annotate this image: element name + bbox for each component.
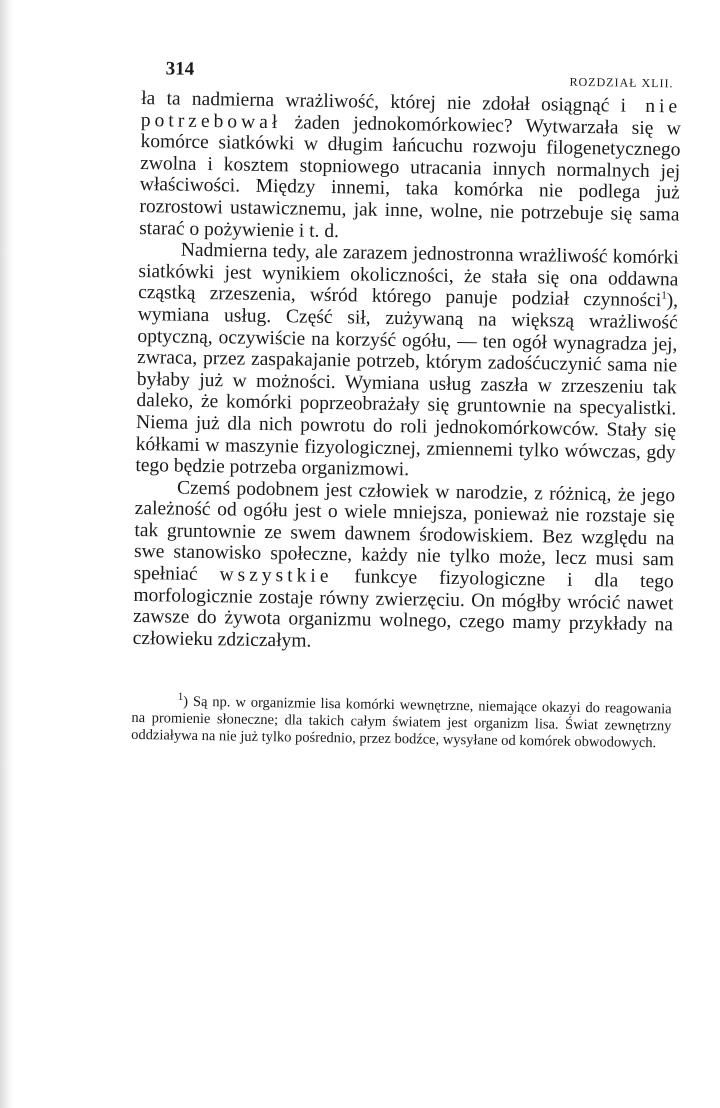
paragraph-3 [133, 477, 676, 658]
text-run: Nadmierna tedy, ale zarazem jednostronna wrażliwość komórki siatkówki jest wynikiem okoliczności, że stała się ona oddawna cząstką zrzeszenia, wśród którego panuje podział czynności [137, 239, 679, 312]
paragraph-2 [135, 239, 679, 485]
paragraph-1 [139, 88, 681, 248]
spaced-emphasis: i nie potrzebował [140, 95, 682, 133]
text-run: funkcye fizyologiczne i dla tego morfologicznie zostaje równy zwierzęciu. On mógłby wrócić nawet zawsze do żywota organizmu wolnego, czego mamy przykłady na człowieku zdziczałym. [132, 566, 674, 652]
page-header [141, 48, 682, 96]
text-run: Czemś podobnem jest człowiek w narodzie, z różnicą, że jego zależność od ogółu jest o wiele mniejsza, ponieważ nie rozstaje się tak gruntownie ze swem dawnem środowiskiem. Bez względu na swe stanowisko społeczne, każdy nie tylko może, lecz musi sam spełniać [133, 477, 676, 586]
body-text [133, 88, 682, 658]
footnote-reference: 1 [661, 290, 667, 303]
footnote-mark: 1 [177, 691, 184, 704]
footnote-text: ) Są np. w organizmie lisa komórki wewnętrzne, niemające okazyi do reagowania na promienie słoneczne; dla takich całym światem jest organizm lisa. Świat zewnętrzny oddziaływa na nie już tylko pośrednio, przez bodźce, wysyłane od komórek obwodowych. [131, 694, 672, 752]
text-run: żaden jednokomórkowiec? Wytwarzała się w komórce siatkówki w długim łańcuchu rozwoju filogenetycznego zwolna i kosztem stopniowego utracania innych normalnych jej właściwości. Między innemi, taka komórka nie podlega już rozrostowi ustawicznemu, jak inne, wolne, nie potrzebuje się sama starać o pożywienie i t. d. [139, 111, 681, 242]
running-head: ROZDZIAŁ XLII. [569, 74, 674, 91]
footnotes [131, 693, 672, 752]
spaced-emphasis: wszystkie [219, 564, 333, 588]
page-number: 314 [165, 58, 195, 80]
text-run: ła ta nadmierna wrażliwość, której nie zdołał osiągnąć [141, 87, 621, 117]
book-page [131, 48, 682, 753]
footnote [131, 693, 672, 752]
scan-shadow [0, 0, 14, 1108]
text-run: ), wymiana usług. Część sił, zużywaną na większą wrażliwość optyczną, oczywiście na korzyść ogółu, — ten ogół wynagradza jej, zwraca, przez zaspakajanie potrzeb, którym zadośćuczynić sama nie byłaby już w możności. Wymiana usług zaszła w zrzeszeniu tak daleko, że komórki poprzeobrażały się gruntownie na specyalistki. Niema już dla nich powrotu do roli jednokomórkowców. Stały się kółkami w maszynie fizyologicznej, zmiennemi tylko wówczas, gdy tego będzie potrzeba organizmowi. [135, 290, 679, 481]
